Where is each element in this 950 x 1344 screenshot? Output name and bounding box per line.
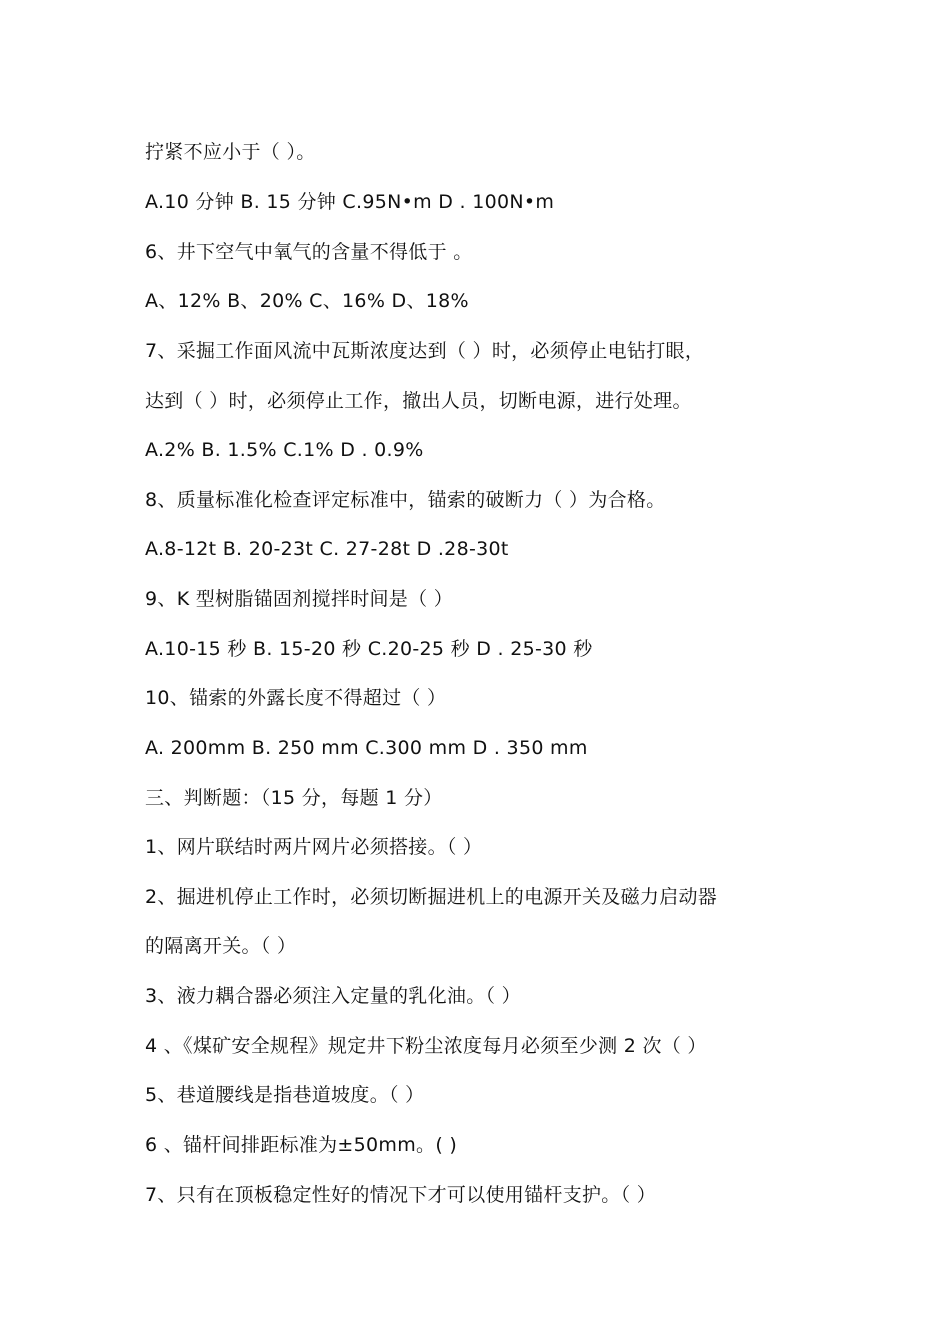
answer-options: A.2% B. 1.5% C.1% D . 0.9%	[145, 439, 424, 461]
question-6: 6、井下空气中氧气的含量不得低于 。	[145, 241, 473, 263]
question-7-continued: 达到（ ）时，必须停止工作，撤出人员，切断电源，进行处理。	[145, 390, 692, 412]
question-8: 8、质量标准化检查评定标准中，锚索的破断力（ ）为合格。	[145, 489, 666, 511]
answer-options: A.8-12t B. 20-23t C. 27-28t D .28-30t	[145, 538, 509, 560]
judgment-3: 3、液力耦合器必须注入定量的乳化油。（ ）	[145, 985, 521, 1007]
text-line: 拧紧不应小于（ ）。	[145, 141, 316, 163]
answer-options: A、12% B、20% C、16% D、18%	[145, 290, 469, 312]
judgment-2-continued: 的隔离开关。（ ）	[145, 935, 297, 957]
judgment-4: 4 、《煤矿安全规程》规定井下粉尘浓度每月必须至少测 2 次（ ）	[145, 1035, 707, 1057]
answer-options: A. 200mm B. 250 mm C.300 mm D . 350 mm	[145, 737, 588, 759]
question-9: 9、K 型树脂锚固剂搅拌时间是（ ）	[145, 588, 454, 610]
judgment-1: 1、网片联结时两片网片必须搭接。（ ）	[145, 836, 483, 858]
judgment-2: 2、掘进机停止工作时，必须切断掘进机上的电源开关及磁力启动器	[145, 886, 718, 908]
question-10: 10、锚索的外露长度不得超过（ ）	[145, 687, 447, 709]
answer-options: A.10 分钟 B. 15 分钟 C.95N•m D . 100N•m	[145, 191, 555, 213]
judgment-5: 5、巷道腰线是指巷道坡度。（ ）	[145, 1084, 425, 1106]
judgment-6: 6 、锚杆间排距标准为±50mm。( )	[145, 1134, 458, 1156]
answer-options: A.10-15 秒 B. 15-20 秒 C.20-25 秒 D . 25-30 秒	[145, 638, 593, 660]
judgment-7: 7、只有在顶板稳定性好的情况下才可以使用锚杆支护。（ ）	[145, 1184, 657, 1206]
question-7: 7、采掘工作面风流中瓦斯浓度达到（ ）时，必须停止电钻打眼，	[145, 340, 705, 362]
section-heading: 三、判断题：（15 分，每题 1 分）	[145, 787, 443, 809]
